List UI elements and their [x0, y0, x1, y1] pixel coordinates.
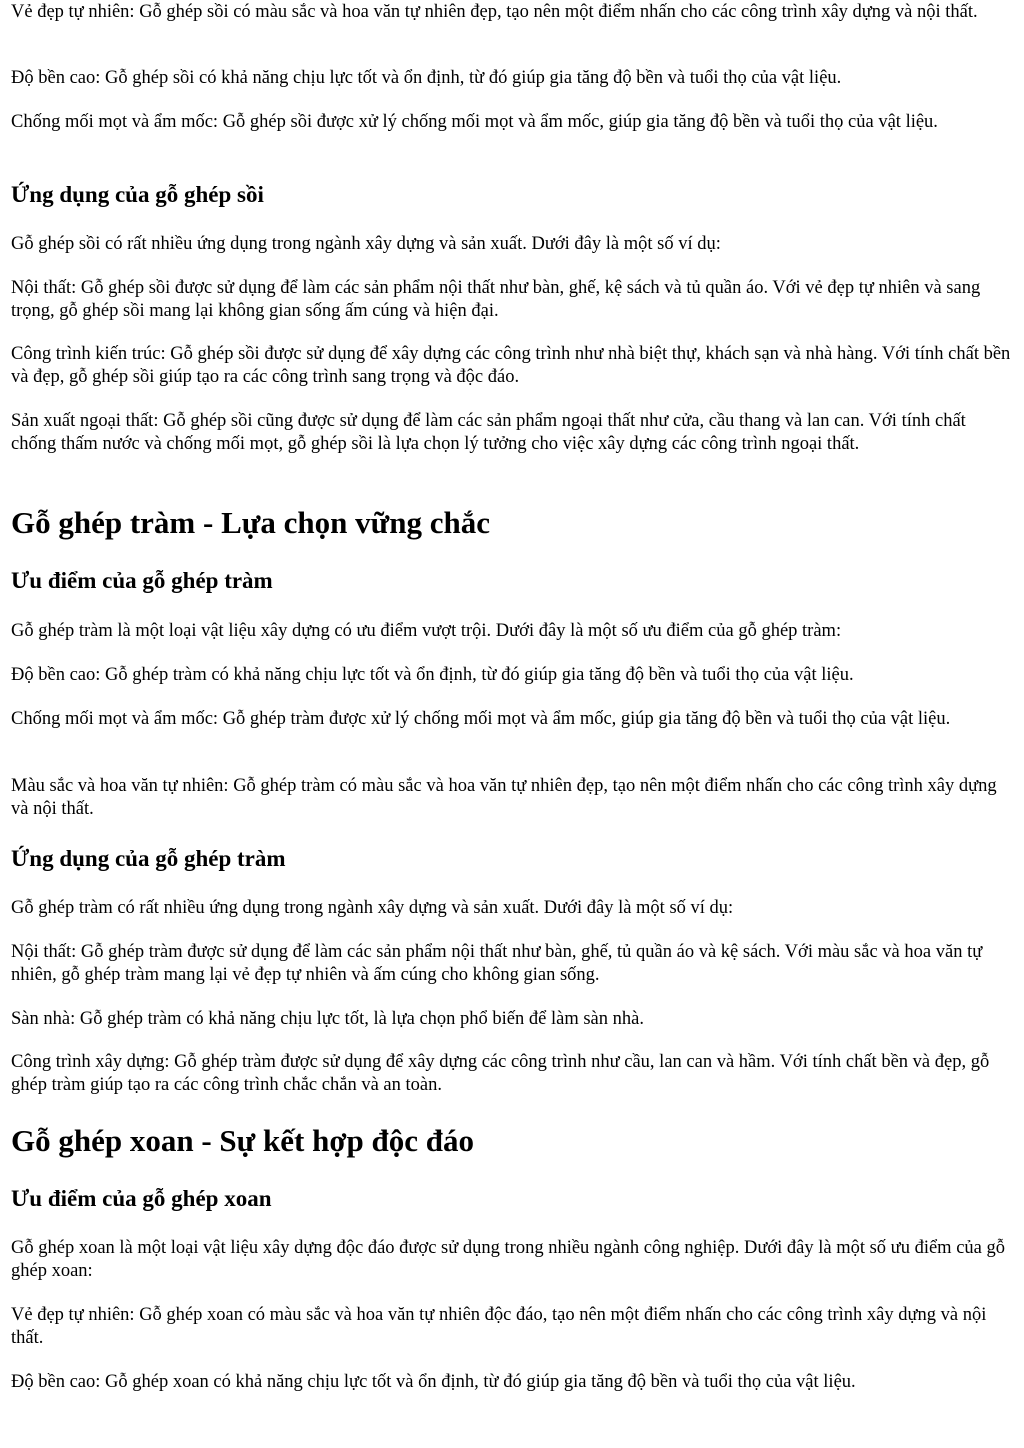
paragraph: Gỗ ghép tràm là một loại vật liệu xây dựng có ưu điểm vượt trội. Dưới đây là một số ưu điểm của gỗ ghép tràm: [11, 621, 842, 641]
paragraph: Nội thất: Gỗ ghép sồi được sử dụng để làm các sản phẩm nội thất như bàn, ghế, kệ sách và tủ quần áo. Với vẻ đẹp tự nhiên và sang trọng, gỗ ghép sồi mang lại không gian sống ấm cúng và hiện đại. [11, 278, 981, 321]
paragraph: Vẻ đẹp tự nhiên: Gỗ ghép sồi có màu sắc và hoa văn tự nhiên đẹp, tạo nên một điểm nhấn cho các công trình xây dựng và nội thất. [11, 2, 978, 22]
paragraph: Độ bền cao: Gỗ ghép tràm có khả năng chịu lực tốt và ổn định, từ đó giúp gia tăng độ bền và tuổi thọ của vật liệu. [11, 665, 854, 685]
section-heading: Gỗ ghép tràm - Lựa chọn vững chắc [11, 505, 490, 540]
paragraph: Sàn nhà: Gỗ ghép tràm có khả năng chịu lực tốt, là lựa chọn phổ biến để làm sàn nhà. [11, 1009, 644, 1029]
paragraph: Công trình kiến trúc: Gỗ ghép sồi được sử dụng để xây dựng các công trình như nhà biệt thự, khách sạn và nhà hàng. Với tính chất bền và đẹp, gỗ ghép sồi giúp tạo ra các công trình sang trọng và độc đáo. [11, 344, 1011, 387]
paragraph: Gỗ ghép xoan là một loại vật liệu xây dựng độc đáo được sử dụng trong nhiều ngành công nghiệp. Dưới đây là một số ưu điểm của gỗ ghép xoan: [11, 1238, 1005, 1281]
paragraph: Gỗ ghép sồi có rất nhiều ứng dụng trong ngành xây dựng và sản xuất. Dưới đây là một số ví dụ: [11, 234, 721, 254]
paragraph: Màu sắc và hoa văn tự nhiên: Gỗ ghép tràm có màu sắc và hoa văn tự nhiên đẹp, tạo nên một điểm nhấn cho các công trình xây dựng và nội thất. [11, 776, 997, 819]
paragraph: Nội thất: Gỗ ghép tràm được sử dụng để làm các sản phẩm nội thất như bàn, ghế, tủ quần áo và kệ sách. Với màu sắc và hoa văn tự nhiên, gỗ ghép tràm mang lại vẻ đẹp tự nhiên và ấm cúng cho không gian sống. [11, 942, 983, 985]
section-subheading: Ưu điểm của gỗ ghép tràm [11, 568, 273, 593]
section-heading: Gỗ ghép xoan - Sự kết hợp độc đáo [11, 1123, 474, 1158]
paragraph: Gỗ ghép tràm có rất nhiều ứng dụng trong ngành xây dựng và sản xuất. Dưới đây là một số ví dụ: [11, 898, 734, 918]
section-subheading: Ưu điểm của gỗ ghép xoan [11, 1186, 272, 1211]
paragraph: Công trình xây dựng: Gỗ ghép tràm được sử dụng để xây dựng các công trình như cầu, lan can và hầm. Với tính chất bền và đẹp, gỗ ghép tràm giúp tạo ra các công trình chắc chắn và an toàn. [11, 1052, 990, 1095]
paragraph: Độ bền cao: Gỗ ghép sồi có khả năng chịu lực tốt và ổn định, từ đó giúp gia tăng độ bền và tuổi thọ của vật liệu. [11, 68, 842, 88]
paragraph: Vẻ đẹp tự nhiên: Gỗ ghép xoan có màu sắc và hoa văn tự nhiên độc đáo, tạo nên một điểm nhấn cho các công trình xây dựng và nội thất. [11, 1305, 987, 1348]
paragraph: Sản xuất ngoại thất: Gỗ ghép sồi cũng được sử dụng để làm các sản phẩm ngoại thất như cửa, cầu thang và lan can. Với tính chất chống thấm nước và chống mối mọt, gỗ ghép sồi là lựa chọn lý tưởng cho việc xây dựng các công trình ngoại thất. [11, 411, 966, 454]
paragraph: Độ bền cao: Gỗ ghép xoan có khả năng chịu lực tốt và ổn định, từ đó giúp gia tăng độ bền và tuổi thọ của vật liệu. [11, 1372, 856, 1392]
section-subheading: Ứng dụng của gỗ ghép sồi [11, 182, 264, 207]
paragraph: Chống mối mọt và ẩm mốc: Gỗ ghép tràm được xử lý chống mối mọt và ẩm mốc, giúp gia tăng độ bền và tuổi thọ của vật liệu. [11, 709, 951, 729]
paragraph: Chống mối mọt và ẩm mốc: Gỗ ghép sồi được xử lý chống mối mọt và ẩm mốc, giúp gia tăng độ bền và tuổi thọ của vật liệu. [11, 112, 938, 132]
section-subheading: Ứng dụng của gỗ ghép tràm [11, 846, 286, 871]
